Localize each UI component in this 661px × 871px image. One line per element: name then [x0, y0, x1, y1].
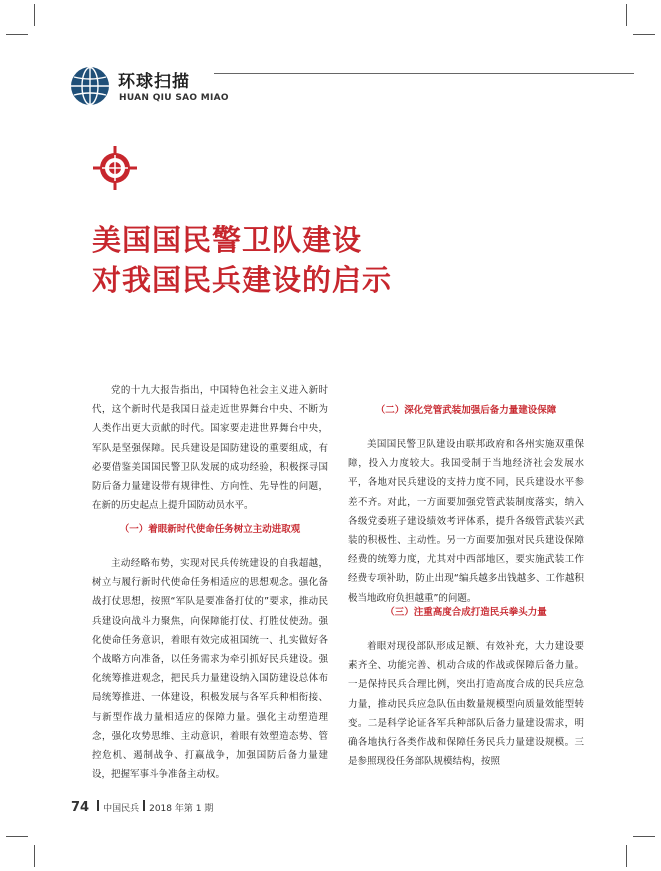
subheading-2: （二）深化党管武装加强后备力量建设保障 [375, 405, 557, 416]
subheading-1: （一）着眼新时代使命任务树立主动进取观 [119, 524, 301, 535]
left-column-body [92, 554, 328, 784]
body-paragraph-1: 主动经略布势，实现对民兵传统建设的自我超越，树立与履行新时代使命任务相适应的思想观念。强化备战打仗思想，按照“军队是要准备打仗的”要求，推动民兵建设向战斗力聚焦，向保障能打仗、打胜仗使劲。强化使命任务意识，着眼有效完成祖国统一、扎实做好各个战略方向准备，以任务需求为牵引抓好民兵建设。强化统筹推进观念，把民兵力量建设纳入国防建设总体布局统筹推进、一体建设，积极发展与各军兵种相衔接、与新型作战力量相适应的保障力量。强化主动塑造理念，强化攻势思维、主动意识，着眼有效塑造态势、管控危机、遏制战争、打赢战争，加强国防后备力量建设，把握军事斗争准备主动权。 [92, 558, 328, 781]
body-paragraph-3: 着眼对现役部队形成足额、有效补充，大力建设要素齐全、功能完善、机动合成的作战或保障后备力量。一是保持民兵合理比例，突出打造高度合成的民兵应急力量，推动民兵应急队伍由数量规模型向质量效能型转变。二是科学论证各军兵种部队后备力量建设需求，明确各地执行各类作战和保障任务民兵力量建设规模。三是参照现役任务部队规模结构，按照 [348, 641, 584, 768]
crop-mark [626, 4, 627, 26]
article-title-line1: 美国国民警卫队建设 [92, 223, 363, 257]
right-column-body-2 [348, 637, 584, 771]
magazine-name: 中国民兵 [103, 804, 140, 814]
crop-mark [6, 34, 28, 35]
article-title-line2: 对我国民兵建设的启示 [92, 263, 393, 297]
intro-paragraph: 党的十九大报告指出，中国特色社会主义进入新时代，这个新时代是我国日益走近世界舞台中央、不断为人类作出更大贡献的时代。国家要走进世界舞台中央，军队是坚强保障。民兵建设是国防建设的重要组成，有必要借鉴美国国民警卫队发展的成功经验，积极探寻国防后备力量建设带有规律性、方向性、先导性的问题，在新的历史起点上提升国防动员水平。 [92, 385, 328, 512]
page-number: 74 [71, 800, 90, 815]
section-title: 环球扫描 [118, 72, 190, 92]
crop-mark [34, 4, 35, 26]
right-column-body-1 [348, 435, 584, 608]
crop-mark [633, 34, 655, 35]
issue-label: 2018 年第 1 期 [149, 804, 214, 814]
body-paragraph-2: 美国国民警卫队建设由联邦政府和各州实施双重保障，投入力度较大。我国受制于当地经济社会发展水平，各地对民兵建设的支持力度不同，民兵建设水平参差不齐。对此，一方面要加强党管武装制度落实，纳入各级党委班子建设绩效考评体系，提升各级管武装兴武装的积极性、主动性。另一方面要加强对民兵建设保障经费的统筹力度，尤其对中西部地区，要实施武装工作经费专项补助，防止出现“编兵越多出钱越多、工作越积极当地政府负担越重”的问题。 [348, 439, 584, 604]
footer-divider [143, 800, 145, 811]
header-rule [214, 73, 634, 74]
crop-mark [633, 836, 655, 837]
page-footer [71, 800, 213, 815]
crop-mark [6, 836, 28, 837]
target-icon [93, 146, 137, 190]
section-subtitle: HUAN QIU SAO MIAO [119, 93, 229, 103]
subheading-3: （三）注重高度合成打造民兵拳头力量 [385, 607, 547, 618]
crop-mark [626, 845, 627, 867]
crop-mark [34, 845, 35, 867]
left-column-intro [92, 381, 328, 515]
footer-divider [97, 800, 99, 811]
globe-icon [70, 66, 110, 106]
